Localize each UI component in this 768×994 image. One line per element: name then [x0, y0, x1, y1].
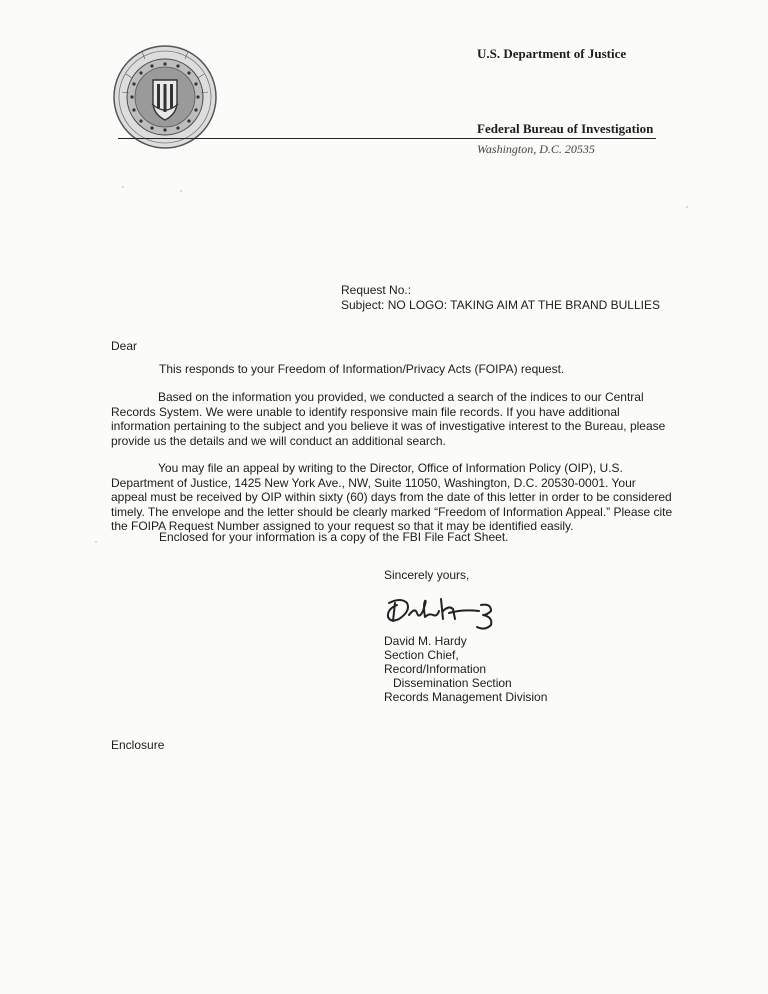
scan-speck [180, 190, 182, 192]
subject-label: Subject: [341, 298, 385, 312]
request-number-label: Request No.: [341, 283, 412, 297]
signatory-unit-line1: Record/Information [384, 662, 487, 676]
bureau-location: Washington, D.C. 20535 [477, 142, 595, 156]
paragraph-1: This responds to your Freedom of Information/Privacy Acts (FOIPA) request. [159, 362, 565, 376]
scan-speck [686, 206, 688, 208]
salutation: Dear [111, 339, 138, 353]
paragraph-2: Based on the information you provided, we conducted a search of the indices to our Central Records System. We were unable to identify responsive main file records. If you have additional information pertaining to the subject and you believe it was of investigative interest to the Bureau, please provide us the details and we will conduct an additional search. [111, 390, 666, 448]
scan-speck [95, 541, 97, 543]
paragraph-3: You may file an appeal by writing to the Director, Office of Information Policy (OIP), U.S. Department of Justice, 1425 New York Ave., NW, Suite 11050, Washington, D.C. 20530-0001. Your appeal must be received by OIP within sixty (60) days from the date of this letter in order to be considered timely. The envelope and the letter should be clearly marked “Freedom of Information Appeal.” Please cite the FOIPA Request Number assigned to your request so that it may be identified easily. [111, 461, 673, 533]
signatory-name: David M. Hardy [384, 634, 467, 648]
fbi-seal [112, 44, 218, 150]
department-name: U.S. Department of Justice [477, 46, 627, 61]
scan-speck [122, 186, 124, 188]
handwritten-signature [383, 593, 501, 633]
signatory-division: Records Management Division [384, 690, 548, 704]
subject-text: NO LOGO: TAKING AIM AT THE BRAND BULLIES [387, 298, 660, 312]
subject-line [341, 298, 660, 313]
letterhead-rule [118, 138, 656, 139]
closing: Sincerely yours, [384, 568, 470, 582]
enclosure-note: Enclosure [111, 738, 165, 752]
paragraph-4: Enclosed for your information is a copy of the FBI File Fact Sheet. [159, 530, 509, 544]
signatory-unit-line2: Dissemination Section [393, 676, 512, 690]
signatory-title: Section Chief, [384, 648, 459, 662]
bureau-name: Federal Bureau of Investigation [477, 121, 654, 136]
